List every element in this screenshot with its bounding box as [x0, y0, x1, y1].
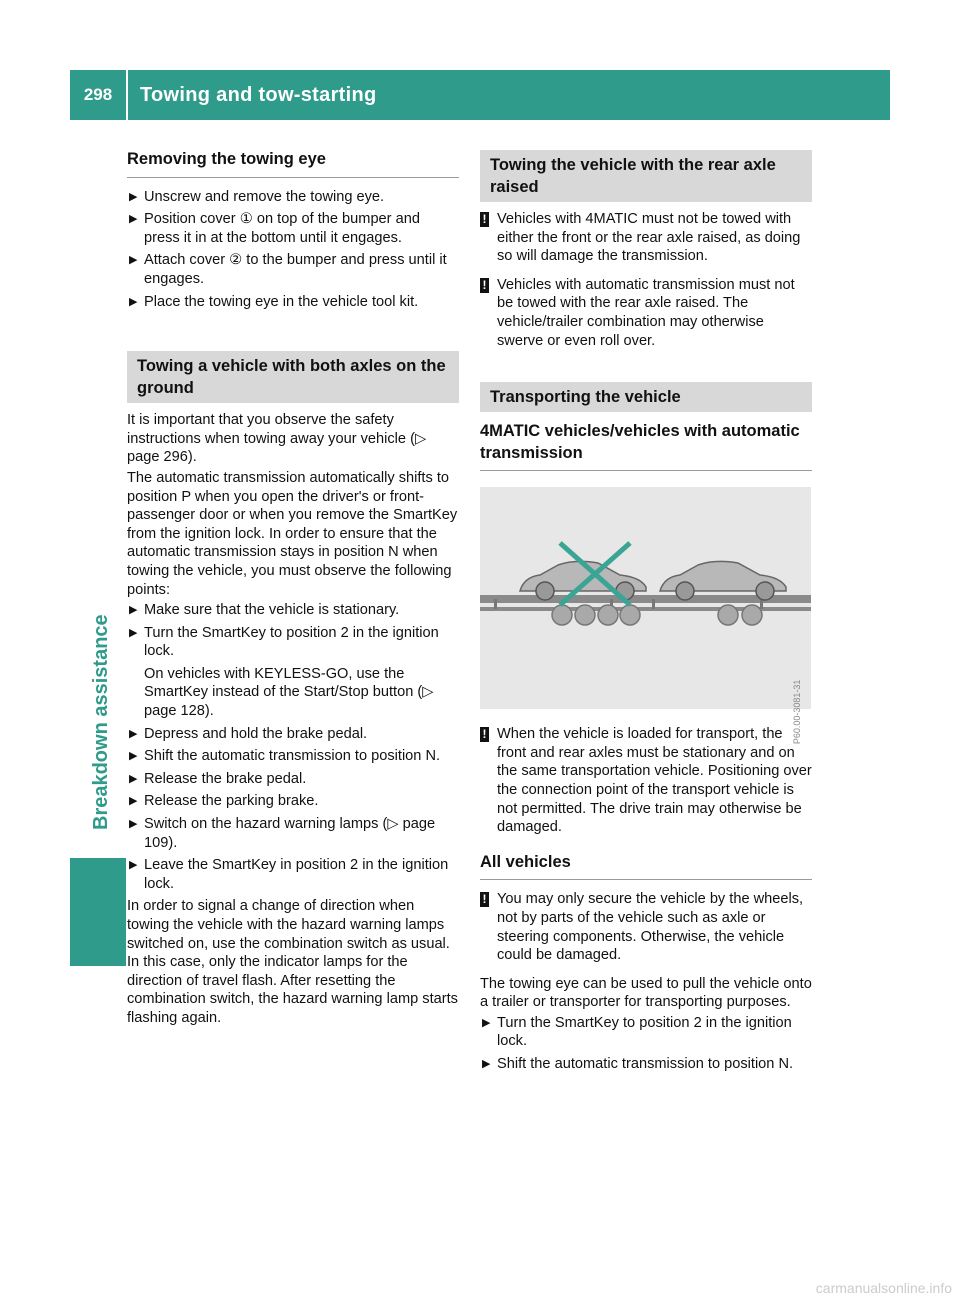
list-item: ▶ Make sure that the vehicle is stationary.: [129, 602, 400, 619]
warning-icon: !: [480, 727, 489, 742]
heading-removing-towing-eye: Removing the towing eye: [127, 150, 459, 178]
list-item: ▶ Shift the automatic transmission to position N.: [482, 1056, 794, 1073]
arrow-icon: ▶: [129, 795, 138, 808]
side-tab-label: Breakdown assistance: [90, 614, 112, 830]
list-item: ▶ Release the parking brake.: [129, 793, 319, 810]
arrow-icon: ▶: [129, 604, 138, 617]
heading-rear-axle-raised: Towing the vehicle with the rear axle raised: [480, 150, 812, 202]
list-item: ▶ Shift the automatic transmission to position N.: [129, 748, 441, 765]
warning-icon: !: [480, 892, 489, 907]
arrow-icon: ▶: [129, 254, 138, 267]
page-header: [70, 70, 890, 120]
list-item: ▶ Position cover ① on top of the bumper and press it in at the bottom until it engages.: [129, 211, 420, 246]
list-item: ▶ Turn the SmartKey to position 2 in the ignition lock.: [482, 1014, 792, 1050]
list-item: ▶ Depress and hold the brake pedal.: [129, 725, 368, 742]
heading-all-vehicles: All vehicles: [480, 853, 812, 881]
list-item: ▶ Turn the SmartKey to position 2 in the ignition lock.: [129, 624, 439, 660]
arrow-icon: ▶: [482, 1016, 491, 1029]
heading-towing-both-axles: Towing a vehicle with both axles on the ground: [127, 351, 459, 403]
paragraph: It is important that you observe the safety instructions when towing away your vehicle (▷ page 296).: [127, 412, 427, 466]
warning-icon: !: [480, 278, 489, 293]
side-tab-marker: [70, 858, 126, 966]
arrow-icon: ▶: [129, 750, 138, 763]
warning-note: ! You may only secure the vehicle by the wheels, not by parts of the vehicle such as axle or steering components. Otherwise, the vehicle could be damaged.: [480, 890, 812, 964]
list-item: ▶ Unscrew and remove the towing eye.: [129, 188, 385, 205]
arrow-icon: ▶: [129, 190, 138, 203]
arrow-icon: ▶: [129, 213, 138, 226]
arrow-icon: ▶: [129, 859, 138, 872]
list-item: ▶ Place the towing eye in the vehicle tool kit.: [129, 293, 419, 310]
page-number: 298: [83, 85, 113, 104]
list-item: ▶ Switch on the hazard warning lamps (▷ page 109).: [129, 816, 436, 851]
heading-transporting: Transporting the vehicle: [480, 382, 812, 412]
paragraph: In order to signal a change of direction when towing the vehicle with the hazard warning lamps switched on, use the combination switch as usual. In this case, only the indicator lamps for the direction of travel flash. After resetting the combination switch, the hazard warning lamp starts flashing again.: [127, 898, 458, 1026]
figure-code: P60.00-3081-31: [792, 679, 803, 744]
warning-note: ! When the vehicle is loaded for transport, the front and rear axles must be stationary and on the same transportation vehicle. Positioning over the connection point of the transport vehicle is not permitted. The drive train may otherwise be damaged.: [480, 725, 812, 837]
transport-illustration: [480, 487, 811, 744]
list-item: ▶ Release the brake pedal.: [129, 770, 307, 787]
step-note: On vehicles with KEYLESS-GO, use the SmartKey instead of the Start/Stop button (▷ page 128).: [144, 665, 434, 720]
paragraph: The towing eye can be used to pull the vehicle onto a trailer or transporter for transporting purposes.: [480, 975, 812, 1011]
warning-note: ! Vehicles with automatic transmission must not be towed with the rear axle raised. The vehicle/trailer combination may otherwise swerve or even roll over.: [480, 276, 812, 350]
left-column: [127, 150, 459, 1030]
warning-note: ! Vehicles with 4MATIC must not be towed with either the front or the rear axle raised, as doing so will damage the transmission.: [480, 210, 812, 266]
warning-icon: !: [480, 212, 489, 227]
arrow-icon: ▶: [129, 727, 138, 740]
arrow-icon: ▶: [129, 295, 138, 308]
paragraph: The automatic transmission automatically shifts to position P when you open the driver's or front-passenger door or when you remove the SmartKey from the ignition lock. In order to ensure that the automatic transmission stays in position N when towing the vehicle, you must observe the following points:: [127, 469, 458, 598]
arrow-icon: ▶: [129, 626, 138, 639]
right-column: [480, 150, 812, 1078]
subheading-4matic: 4MATIC vehicles/vehicles with automatic transmission: [480, 420, 812, 471]
list-item: ▶ Leave the SmartKey in position 2 in the ignition lock.: [129, 857, 449, 892]
transport-vehicle-image: [480, 487, 811, 709]
watermark-url: carmanualsonline.info: [815, 1280, 952, 1296]
list-item: ▶ Attach cover ② to the bumper and press until it engages.: [129, 252, 447, 287]
arrow-icon: ▶: [129, 772, 138, 785]
arrow-icon: ▶: [129, 818, 138, 831]
arrow-icon: ▶: [482, 1058, 491, 1071]
chapter-title: Towing and tow-starting: [140, 83, 377, 106]
